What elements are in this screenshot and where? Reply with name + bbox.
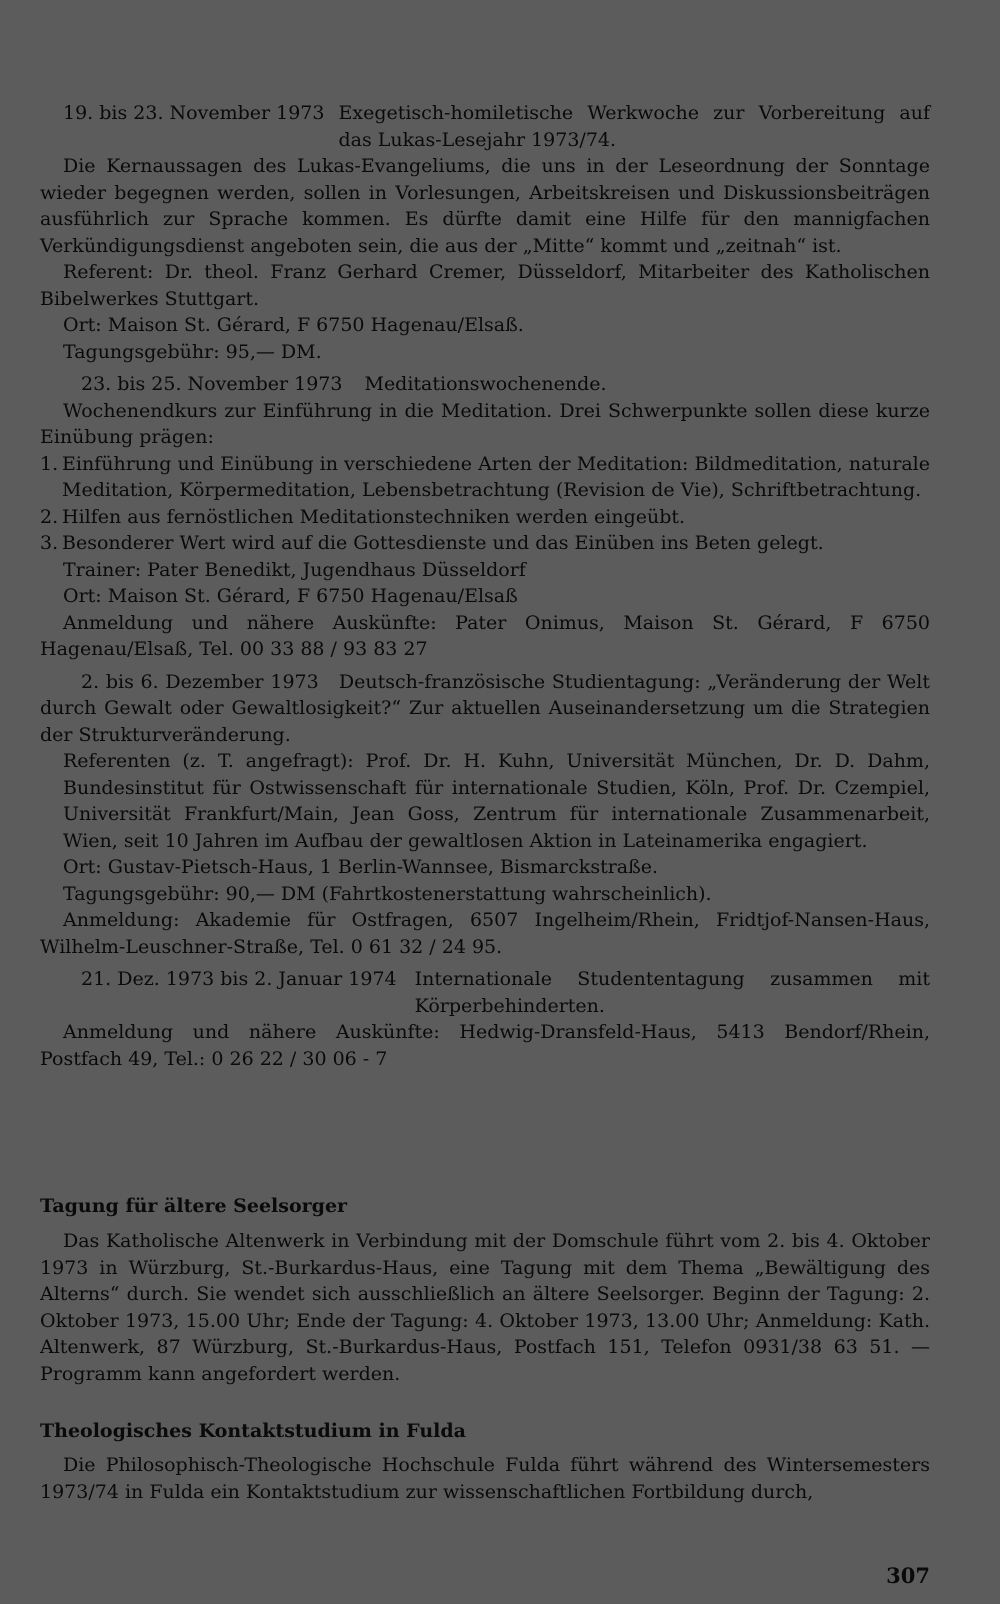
list-item <box>40 530 930 557</box>
event-1-header <box>40 100 930 153</box>
list-number: 1. <box>40 452 59 475</box>
list-text: Besonderer Wert wird auf die Gottesdienste und das Einüben ins Beten gelegt. <box>62 532 824 554</box>
event-date: 21. Dez. 1973 bis 2. Januar 1974 <box>81 968 397 990</box>
section-heading: Theologisches Kontaktstudium in Fulda <box>40 1420 466 1442</box>
list-text: Einführung und Einübung in verschiedene Arten der Meditation: Bildmeditation, naturale Meditation, Körpermeditation, Lebensbetrachtung (Revision de Vie), Schriftbetrachtung. <box>62 452 930 501</box>
event-title: Exegetisch-homiletische Werkwoche zur Vorbereitung auf das Lukas-Lesejahr 1973/74. <box>338 102 930 151</box>
event-referenten: Referenten (z. T. angefragt): Prof. Dr. H. Kuhn, Universität München, Dr. D. Dahm, Bundesinstitut für Ostwissenschaft für internationale Studien, Köln, Prof. Dr. Czempiel, Universität Frankfurt/Main, Jean Goss, Zentrum für internationale Zusammenarbeit, Wien, seit 10 Jahren im Aufbau der gewaltlosen Aktion in Lateinamerika engagiert. <box>63 750 930 852</box>
event-registration: Anmeldung und nähere Auskünfte: Pater Onimus, Maison St. Gérard, F 6750 Hagenau/Elsaß, Tel. 00 33 88 / 93 83 27 <box>40 611 930 660</box>
event-title: Internationale Studententagung zusammen mit Körperbehinderten. <box>414 968 930 1017</box>
event-3-header <box>40 669 930 749</box>
event-fee: Tagungsgebühr: 95,— DM. <box>63 340 322 363</box>
event-date: 19. bis 23. November 1973 <box>63 102 325 124</box>
event-location: Ort: Maison St. Gérard, F 6750 Hagenau/Elsaß. <box>63 314 524 336</box>
list-number: 2. <box>40 505 59 528</box>
event-4-header <box>40 966 930 1019</box>
event-2-header <box>40 371 930 398</box>
event-registration: Anmeldung: Akademie für Ostfragen, 6507 Ingelheim/Rhein, Fridtjof-Nansen-Haus, Wilhelm-Leuschner-Straße, Tel. 0 61 32 / 24 95. <box>40 909 930 958</box>
section-body <box>40 1452 930 1505</box>
event-description: Wochenendkurs zur Einführung in die Meditation. Drei Schwerpunkte sollen diese kurze Einübung prägen: <box>40 399 930 448</box>
section-body <box>40 1228 930 1387</box>
list-number: 3. <box>40 532 59 554</box>
section-heading: Tagung für ältere Seelsorger <box>40 1195 348 1217</box>
event-location: Ort: Maison St. Gérard, F 6750 Hagenau/Elsaß <box>63 585 518 607</box>
event-registration: Anmeldung und nähere Auskünfte: Hedwig-Dransfeld-Haus, 5413 Bendorf/Rhein, Postfach 49, Tel.: 0 26 22 / 30 06 - 7 <box>40 1021 930 1070</box>
event-date: 2. bis 6. Dezember 1973 <box>81 670 319 693</box>
list-text: Hilfen aus fernöstlichen Meditationstechniken werden eingeübt. <box>62 505 686 528</box>
page-number: 307 <box>886 1563 930 1588</box>
event-title: Meditationswochenende. <box>364 373 607 395</box>
event-fee: Tagungsgebühr: 90,— DM (Fahrtkostenerstattung wahrscheinlich). <box>63 882 712 905</box>
event-description: Die Kernaussagen des Lukas-Evangeliums, die uns in der Leseordnung der Sonntage wieder begegnen werden, sollen in Vorlesungen, Arbeitskreisen und Diskussionsbeiträgen ausführlich zur Sprache kommen. Es dürfte damit eine Hilfe für den mannigfachen Verkündigungsdienst angeboten sein, die aus der „Mitte“ kommt und „zeitnah“ ist. <box>40 155 930 257</box>
events-section <box>40 100 930 1072</box>
event-trainer: Trainer: Pater Benedikt, Jugendhaus Düsseldorf <box>63 558 526 581</box>
list-item <box>40 451 930 504</box>
list-item <box>40 504 930 531</box>
event-date: 23. bis 25. November 1973 <box>81 373 343 395</box>
event-title: Deutsch-französische Studientagung: „Veränderung der Welt durch Gewalt oder Gewaltlosigkeit?“ Zur aktuellen Auseinandersetzung um die Strategien der Strukturveränderung. <box>40 670 930 746</box>
event-referent: Referent: Dr. theol. Franz Gerhard Cremer, Düsseldorf, Mitarbeiter des Katholischen Bibelwerkes Stuttgart. <box>40 261 930 310</box>
section-paragraph: Die Philosophisch-Theologische Hochschule Fulda führt während des Wintersemesters 1973/74 in Fulda ein Kontaktstudium zur wissenschaftlichen Fortbildung durch, <box>40 1454 930 1503</box>
event-location: Ort: Gustav-Pietsch-Haus, 1 Berlin-Wannsee, Bismarckstraße. <box>63 856 659 878</box>
section-paragraph: Das Katholische Altenwerk in Verbindung mit der Domschule führt vom 2. bis 4. Oktober 1973 in Würzburg, St.-Burkardus-Haus, eine Tagung mit dem Thema „Bewältigung des Alterns“ durch. Sie wendet sich ausschließlich an ältere Seelsorger. Beginn der Tagung: 2. Oktober 1973, 15.00 Uhr; Ende der Tagung: 4. Oktober 1973, 13.00 Uhr; Anmeldung: Kath. Altenwerk, 87 Würzburg, St.-Burkardus-Haus, Postfach 151, Telefon 0931/38 63 51. — Programm kann angefordert werden. <box>40 1230 930 1385</box>
